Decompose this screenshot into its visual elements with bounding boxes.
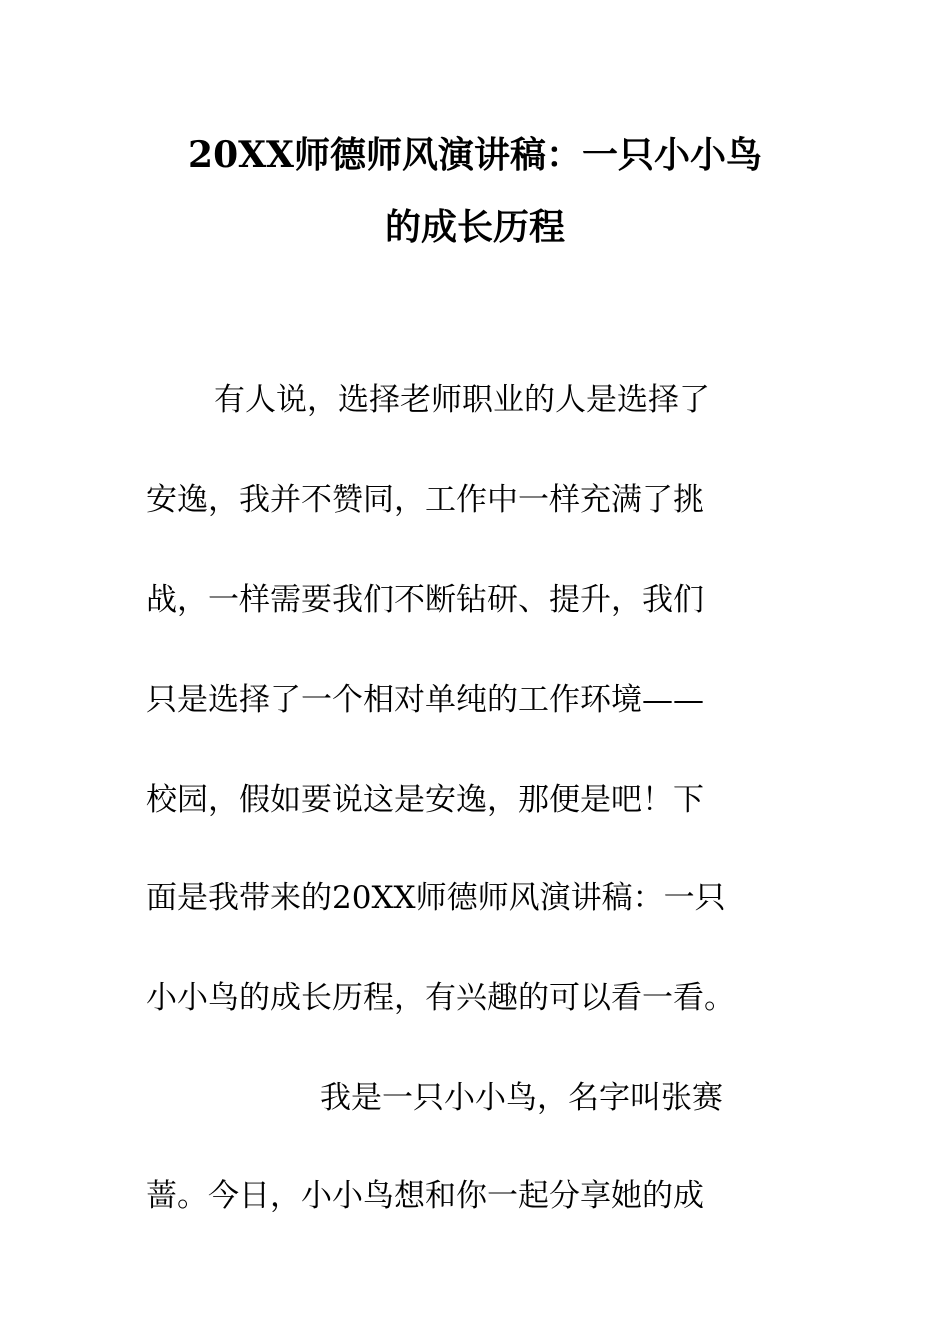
body-line-9: 蔷。今日，小小鸟想和你一起分享她的成 [146, 1178, 704, 1214]
body-line-6: 面是我带来的20XX师德师风演讲稿：一只 [146, 880, 726, 916]
body-line-1: 有人说，选择老师职业的人是选择了 [214, 382, 710, 418]
body-line-5: 校园，假如要说这是安逸，那便是吧！下 [146, 782, 704, 818]
document-title-line-2: 的成长历程 [384, 206, 565, 248]
document-title-line-1: 20XX师德师风演讲稿：一只小小鸟 [188, 134, 762, 176]
body-line-4: 只是选择了一个相对单纯的工作环境—— [146, 682, 704, 718]
body-line-3: 战，一样需要我们不断钻研、提升，我们 [146, 582, 704, 618]
body-line-8: 我是一只小小鸟，名字叫张赛 [320, 1080, 723, 1116]
body-line-2: 安逸，我并不赞同，工作中一样充满了挑 [146, 482, 704, 518]
body-line-7: 小小鸟的成长历程，有兴趣的可以看一看。 [146, 980, 735, 1016]
